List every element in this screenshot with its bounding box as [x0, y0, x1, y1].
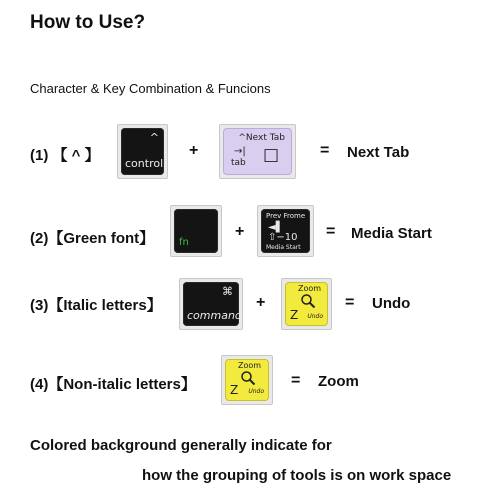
next-tab-key-bottom-label: tab: [231, 158, 246, 168]
media-start-key-label: Media Start: [266, 244, 301, 251]
tab-box-icon: □: [263, 145, 280, 165]
row4-equals: =: [291, 372, 301, 389]
footer-line-1: Colored background generally indicate for: [30, 437, 332, 454]
shift-minus-ten-label: ⇧−10: [268, 232, 298, 243]
footer-line-2: how the grouping of tools is on work space: [142, 467, 452, 484]
row3-label: (3)【Italic letters】: [30, 297, 162, 314]
row2-result: Media Start: [351, 225, 432, 242]
row4-result: Zoom: [318, 373, 359, 390]
zoom-magnifier-icon: [240, 370, 256, 386]
row1-label: (1) 【 ^ 】: [30, 147, 100, 164]
row2-label: (2)【Green font】: [30, 230, 155, 247]
row4-label: (4)【Non-italic letters】: [30, 376, 196, 393]
zoom-magnifier-icon: [300, 293, 316, 309]
undo-sub-label: Undo: [248, 388, 264, 395]
row2-equals: =: [326, 223, 336, 240]
control-caret-glyph: ^: [149, 131, 159, 144]
prev-frame-icon: ◄▌: [268, 222, 284, 233]
media-start-key: [257, 205, 314, 257]
fn-key-label: fn: [179, 237, 189, 248]
control-key: [117, 124, 168, 179]
row1-equals: =: [320, 142, 330, 159]
control-key-label: control: [125, 157, 164, 170]
zoom-undo-key: [281, 278, 332, 330]
next-tab-key: [219, 124, 296, 179]
undo-sub-label: Undo: [307, 313, 323, 320]
page-title: How to Use?: [30, 12, 146, 33]
zoom-key-letter: Z: [290, 308, 299, 322]
command-glyph-icon: ⌘: [222, 285, 233, 298]
row1-result: Next Tab: [347, 144, 410, 161]
row3-result: Undo: [372, 295, 411, 312]
row1-plus: +: [189, 142, 199, 159]
row2-plus: +: [235, 223, 245, 240]
zoom-key-top-label: Zoom: [298, 284, 322, 293]
tab-arrow-icon: →|: [234, 146, 246, 157]
fn-key: [170, 205, 222, 257]
zoom-key-top-label: Zoom: [238, 361, 262, 370]
zoom-key: [221, 355, 273, 405]
zoom-key-letter: Z: [230, 383, 239, 397]
next-tab-key-top-label: ^Next Tab: [238, 133, 285, 143]
row3-plus: +: [256, 294, 266, 311]
row3-equals: =: [345, 294, 355, 311]
subtitle: Character & Key Combination & Funcions: [30, 81, 271, 96]
command-key-label: command: [187, 309, 242, 322]
command-key: [179, 278, 243, 330]
prev-frome-label: Prev Frome: [266, 212, 306, 220]
